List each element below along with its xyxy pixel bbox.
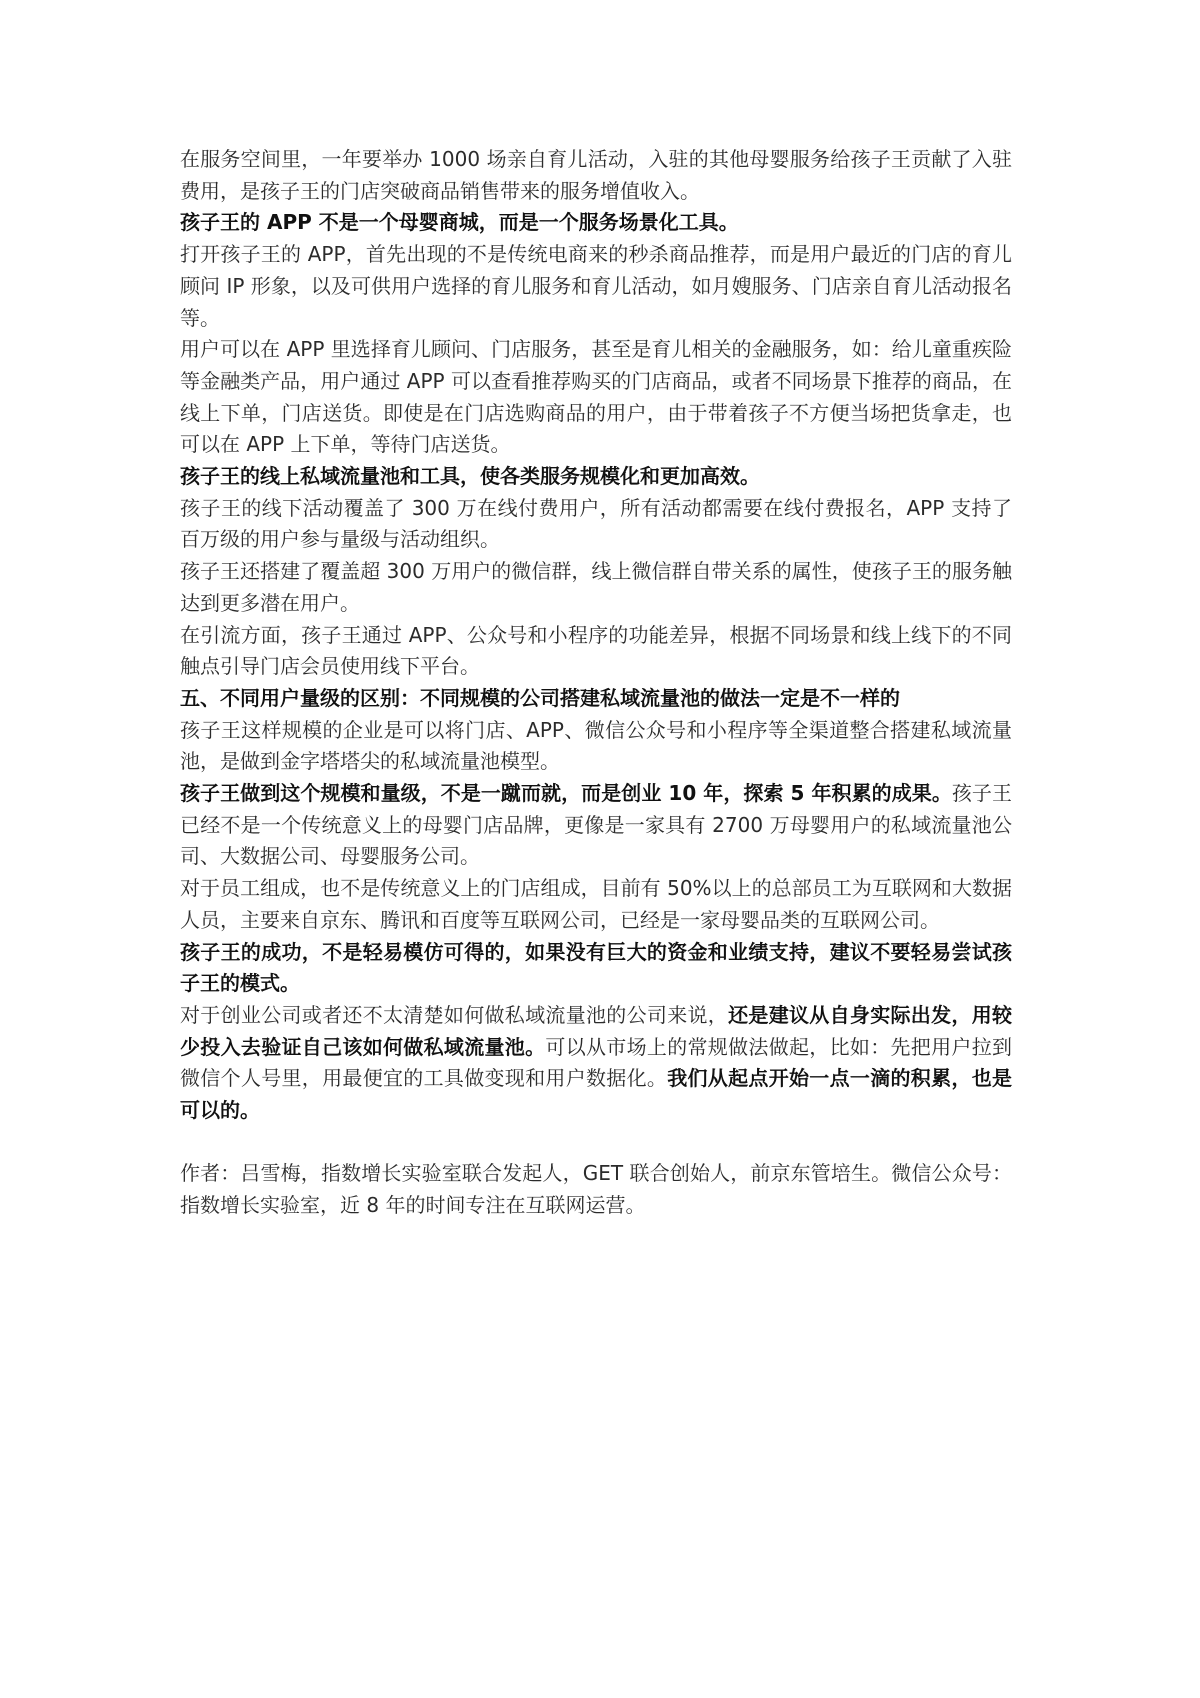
paragraph: 孩子王这样规模的企业是可以将门店、APP、微信公众号和小程序等全渠道整合搭建私域流量池，是做到金字塔塔尖的私域流量池模型。 [180, 717, 1012, 774]
paragraph: 孩子王还搭建了覆盖超 300 万用户的微信群，线上微信群自带关系的属性，使孩子王的服务触达到更多潜在用户。 [180, 559, 1012, 615]
text: 对于创业公司或者还不太清楚如何做私域流量池的公司来说， [180, 1002, 729, 1027]
author-note: 作者：吕雪梅，指数增长实验室联合发起人，GET 联合创始人，前京东管培生。微信公众号：指数增长实验室，近 8 年的时间专注在互联网运营。 [180, 1161, 1012, 1218]
paragraph: 打开孩子王的 APP，首先出现的不是传统电商来的秒杀商品推荐，而是用户最近的门店的育儿顾问 IP 形象，以及可供用户选择的育儿服务和育儿活动，如月嫂服务、门店亲自育儿活动报名等。 [180, 242, 1012, 330]
bold-heading: 孩子王的 APP 不是一个母婴商城，而是一个服务场景化工具。 [180, 210, 739, 235]
bold-paragraph: 孩子王的成功，不是轻易模仿可得的，如果没有巨大的资金和业绩支持，建议不要轻易尝试孩子王的模式。 [180, 939, 1012, 996]
bold-heading: 孩子王的线上私域流量池和工具，使各类服务规模化和更加高效。 [180, 464, 760, 489]
text: 孩子王已经不是一个传统意义上的母婴门店品牌，更像是一家具有 2700 万母婴用户的私域流量池公司、大数据公司、母婴服务公司。 [180, 781, 1012, 869]
spacer [180, 1127, 1012, 1159]
paragraph: 对于员工组成，也不是传统意义上的门店组成，目前有 50%以上的总部员工为互联网和大数据人员，主要来自京东、腾讯和百度等互联网公司，已经是一家母婴品类的互联网公司。 [180, 876, 1012, 932]
paragraph: 用户可以在 APP 里选择育儿顾问、门店服务，甚至是育儿相关的金融服务，如：给儿童重疾险等金融类产品，用户通过 APP 可以查看推荐购买的门店商品，或者不同场景下推荐的商品，在线上下单，门店送货。即使是在门店选购商品的用户，由于带着孩子不方便当场把货拿走，也可以在 APP 上下单，等待门店送货。 [180, 337, 1012, 457]
document-body [180, 144, 1012, 1222]
paragraph [180, 778, 1012, 873]
bold-text: 孩子王做到这个规模和量级，不是一蹴而就，而是创业 10 年，探索 5 年积累的成果。 [180, 781, 952, 806]
paragraph: 孩子王的线下活动覆盖了 300 万在线付费用户，所有活动都需要在线付费报名，APP 支持了百万级的用户参与量级与活动组织。 [180, 495, 1012, 552]
paragraph: 在引流方面，孩子王通过 APP、公众号和小程序的功能差异，根据不同场景和线上线下的不同触点引导门店会员使用线下平台。 [180, 622, 1012, 679]
section-heading: 五、不同用户量级的区别：不同规模的公司搭建私域流量池的做法一定是不一样的 [180, 685, 900, 710]
paragraph: 在服务空间里，一年要举办 1000 场亲自育儿活动，入驻的其他母婴服务给孩子王贡献了入驻费用，是孩子王的门店突破商品销售带来的服务增值收入。 [180, 147, 1012, 203]
text: 可以从市场上的常规做法做起，比如：先把用户拉到微信个人号里，用最便宜的工具做变现和用户数据化。 [180, 1034, 1013, 1091]
bold-text: 还是建议从自身实际出发，用较少投入去验证自己该如何做私域流量池。 [180, 1002, 1013, 1059]
paragraph [180, 1000, 1012, 1127]
bold-text: 我们从起点开始一点一滴的积累，也是可以的。 [180, 1066, 1013, 1123]
